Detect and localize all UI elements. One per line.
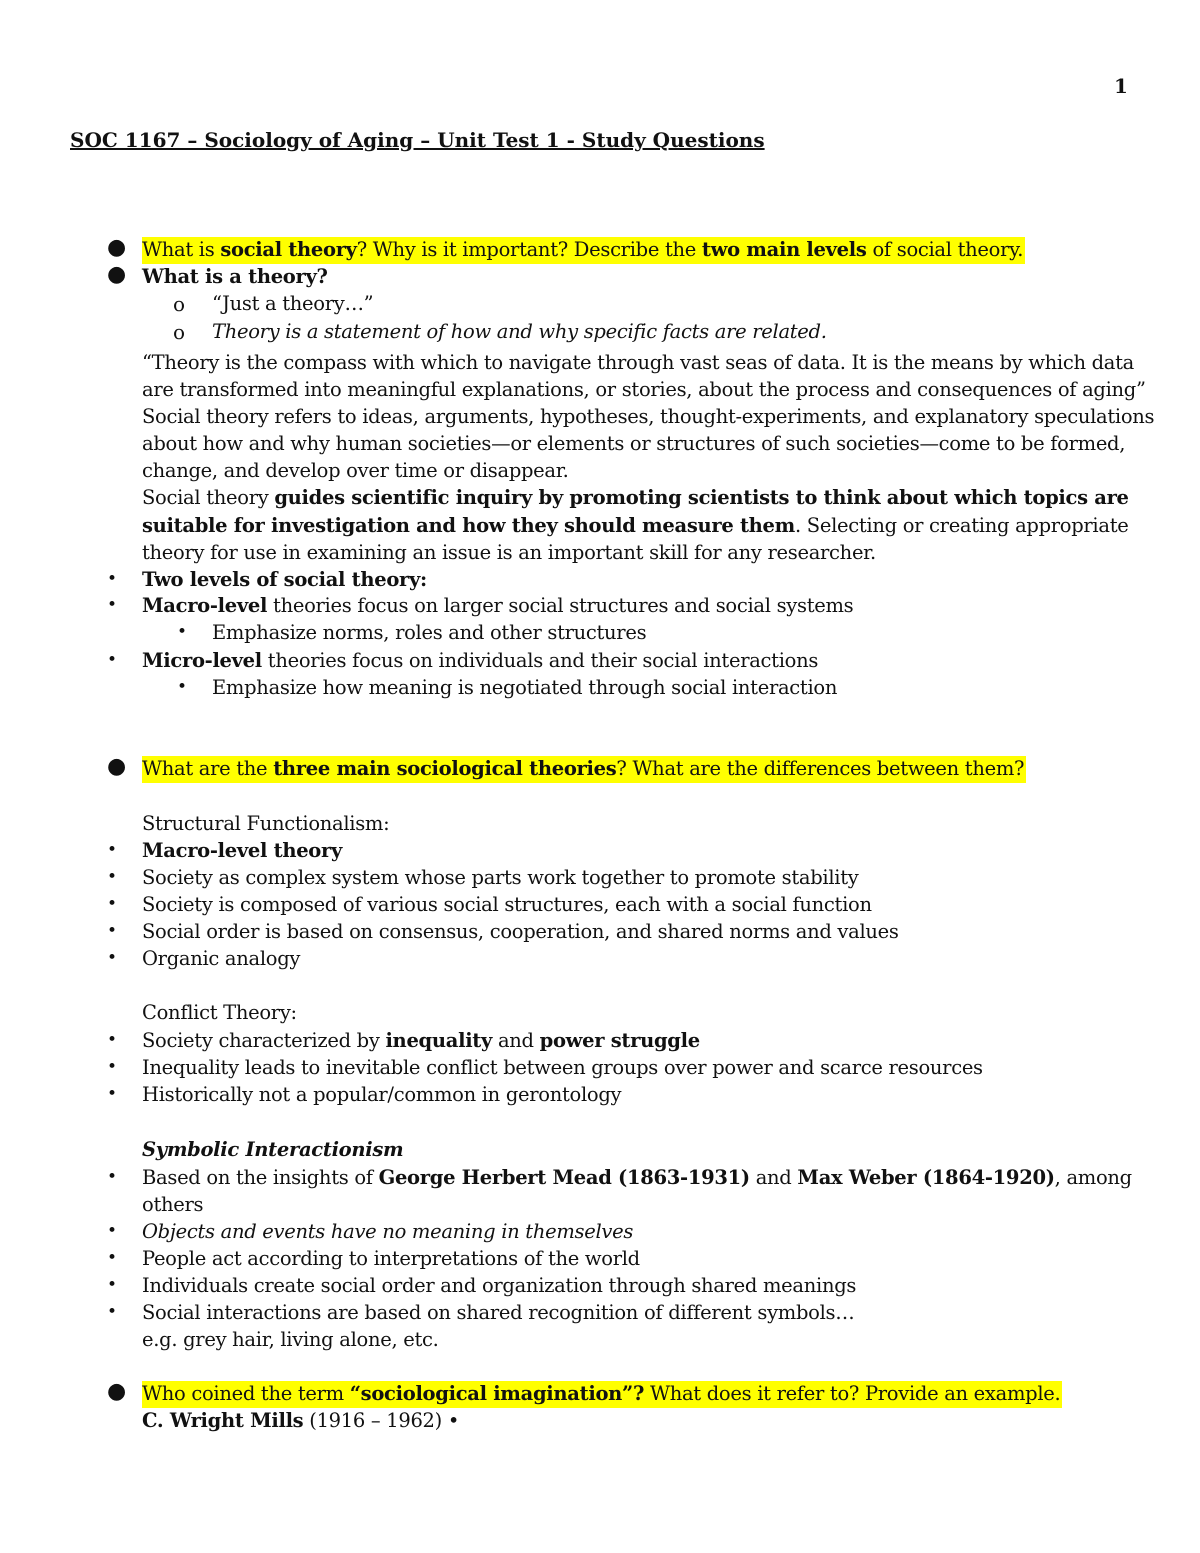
bullet-icon: • bbox=[107, 1167, 118, 1187]
symbolic-interactionism-heading: Symbolic Interactionism bbox=[142, 1138, 404, 1161]
si-item: Based on the insights of George Herbert Mead (1863-1931) and Max Weber (1864-1920), among bbox=[142, 1166, 1132, 1189]
micro-level-sub: Emphasize how meaning is negotiated through social interaction bbox=[212, 676, 838, 699]
bullet-icon: • bbox=[107, 1302, 118, 1322]
social-theory-definition-1: Social theory refers to ideas, arguments, hypotheses, thought-experiments, and explanatory speculations bbox=[142, 405, 1155, 428]
si-example: e.g. grey hair, living alone, etc. bbox=[142, 1328, 439, 1351]
si-item-continuation: others bbox=[142, 1193, 204, 1216]
theory-quote-line-2: are transformed into meaningful explanations, or stories, about the process and consequences of aging” bbox=[142, 378, 1146, 401]
what-is-theory: What is a theory? bbox=[142, 265, 328, 288]
social-theory-definition-2: about how and why human societies—or elements or structures of such societies—come to be formed, bbox=[142, 432, 1126, 455]
circle-bullet-icon: o bbox=[173, 292, 186, 316]
circle-bullet-icon: o bbox=[173, 320, 186, 344]
ct-item: Inequality leads to inevitable conflict between groups over power and scarce resources bbox=[142, 1056, 983, 1079]
bullet-icon: • bbox=[107, 840, 118, 860]
bullet-icon: ● bbox=[107, 754, 127, 779]
bullet-icon: • bbox=[107, 1057, 118, 1077]
question-2: What are the three main sociological theories? What are the differences between them? bbox=[142, 759, 1026, 779]
si-item: Objects and events have no meaning in themselves bbox=[142, 1220, 634, 1243]
bullet-icon: • bbox=[107, 1275, 118, 1295]
c-wright-mills-line: C. Wright Mills (1916 – 1962) • bbox=[142, 1409, 460, 1432]
bullet-icon: • bbox=[107, 1221, 118, 1241]
conflict-theory-heading: Conflict Theory: bbox=[142, 1001, 297, 1024]
si-item: Individuals create social order and organization through shared meanings bbox=[142, 1274, 857, 1297]
page-number: 1 bbox=[1114, 74, 1128, 98]
guides-line-1: Social theory guides scientific inquiry by promoting scientists to think about which topics are bbox=[142, 486, 1129, 509]
bullet-icon: • bbox=[107, 569, 118, 589]
guides-line-2: suitable for investigation and how they should measure them. Selecting or creating appropriate bbox=[142, 514, 1129, 537]
sf-item: Organic analogy bbox=[142, 947, 301, 970]
bullet-icon: • bbox=[107, 1248, 118, 1268]
structural-functionalism-heading: Structural Functionalism: bbox=[142, 812, 390, 835]
bullet-icon: ● bbox=[107, 235, 127, 260]
bullet-icon: • bbox=[107, 595, 118, 615]
two-levels-heading: Two levels of social theory: bbox=[142, 568, 427, 591]
question-1: What is social theory? Why is it important? Describe the two main levels of social theory. bbox=[142, 240, 1025, 260]
social-theory-definition-3: change, and develop over time or disappear. bbox=[142, 459, 569, 482]
bullet-icon: • bbox=[107, 894, 118, 914]
bullet-icon: • bbox=[177, 622, 188, 642]
theory-quote-line-1: “Theory is the compass with which to navigate through vast seas of data. It is the means by which data bbox=[142, 351, 1134, 374]
sf-item: Macro-level theory bbox=[142, 839, 343, 862]
ct-item: Historically not a popular/common in gerontology bbox=[142, 1083, 622, 1106]
ct-item: Society characterized by inequality and power struggle bbox=[142, 1029, 700, 1052]
bullet-icon: ● bbox=[107, 262, 127, 287]
bullet-icon: ● bbox=[107, 1379, 127, 1404]
bullet-icon: • bbox=[107, 1030, 118, 1050]
guides-line-3: theory for use in examining an issue is an important skill for any researcher. bbox=[142, 541, 876, 564]
sf-item: Social order is based on consensus, cooperation, and shared norms and values bbox=[142, 920, 899, 943]
sub-item-just-theory: “Just a theory…” bbox=[212, 292, 374, 315]
sf-item: Society is composed of various social structures, each with a social function bbox=[142, 893, 872, 916]
bullet-icon: • bbox=[107, 921, 118, 941]
micro-level-item: Micro-level theories focus on individuals and their social interactions bbox=[142, 649, 819, 672]
bullet-icon: • bbox=[107, 650, 118, 670]
sub-item-theory-statement: Theory is a statement of how and why specific facts are related. bbox=[212, 320, 827, 343]
bullet-icon: • bbox=[107, 948, 118, 968]
si-item: Social interactions are based on shared recognition of different symbols… bbox=[142, 1301, 855, 1324]
bullet-icon: • bbox=[107, 867, 118, 887]
bullet-icon: • bbox=[177, 677, 188, 697]
document-title: SOC 1167 – Sociology of Aging – Unit Test 1 - Study Questions bbox=[70, 128, 765, 152]
macro-level-sub: Emphasize norms, roles and other structures bbox=[212, 621, 647, 644]
bullet-icon: • bbox=[107, 1084, 118, 1104]
sf-item: Society as complex system whose parts work together to promote stability bbox=[142, 866, 859, 889]
macro-level-item: Macro-level theories focus on larger social structures and social systems bbox=[142, 594, 854, 617]
si-item: People act according to interpretations of the world bbox=[142, 1247, 640, 1270]
question-3: Who coined the term “sociological imagination”? What does it refer to? Provide an example. bbox=[142, 1384, 1062, 1404]
